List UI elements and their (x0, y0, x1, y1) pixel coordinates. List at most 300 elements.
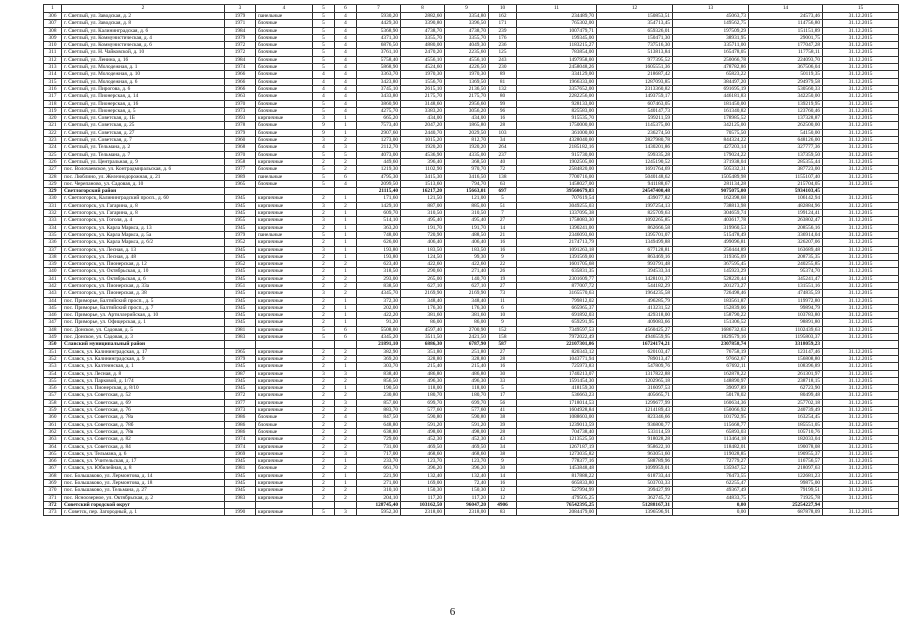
living-area-cell: 452,30 (401, 436, 445, 443)
entrances-cell: 1 (335, 363, 357, 370)
residential-area-cell: 121,00 (445, 195, 489, 202)
total-area-cell: 271,00 (357, 480, 401, 487)
build-year-cell: 1952 (225, 261, 256, 268)
entrances-cell: 3 (335, 144, 357, 151)
floors-cell: 2 (313, 443, 335, 450)
cost-share-a-cell: 399427,99 (597, 487, 673, 494)
residents-cell: 237 (489, 151, 517, 158)
repair-cost-cell: 2185182,16 (517, 144, 597, 151)
cost-share-b-cell: 62255,47 (673, 480, 749, 487)
cost-share-b-cell: 38931,95 (673, 34, 749, 41)
address-cell: г. Светлый, ул. Молодежная, д. 1 (62, 64, 225, 71)
entrances-cell: 2 (335, 407, 357, 414)
repair-cost-cell: 1391569,00 (517, 253, 597, 260)
address-cell: г. Светлый, ул. Советская, д. 27 (62, 129, 225, 136)
address-cell: г. Светлогорск, ул. Пионерская, д. 38 (62, 290, 225, 297)
repair-cost-cell: 1758083,30 (517, 217, 597, 224)
living-area-cell: 6886,30 (401, 341, 445, 348)
cost-share-a-cell: 1691764,69 (597, 166, 673, 173)
cost-share-b-cell: 304659,74 (673, 210, 749, 217)
address-cell: г. Светлый, ул. Заводская, д. 8 (62, 20, 225, 27)
entrances-cell: 4 (335, 42, 357, 49)
table-row (44, 107, 899, 114)
floors-cell: 5 (313, 49, 335, 56)
floors-cell: 5 (313, 20, 335, 27)
cost-share-a-cell: 823346,66 (597, 414, 673, 421)
cost-share-b-cell: 50178,02 (673, 392, 749, 399)
cost-share-b-cell: 162878,22 (673, 370, 749, 377)
residential-area-cell: 1865,80 (445, 122, 489, 129)
total-area-cell: 193,80 (357, 253, 401, 260)
entrances-cell: 2 (335, 421, 357, 428)
total-area-cell: 4429,30 (357, 20, 401, 27)
entrances-cell: 1 (335, 195, 357, 202)
address-cell: г. Славск, ул. Учительская, д. 17 (62, 458, 225, 465)
build-year-cell: 1966 (225, 71, 256, 78)
floors-cell: 2 (313, 450, 335, 457)
floors-cell: 2 (313, 363, 335, 370)
row-number-cell: 341 (44, 275, 62, 282)
residents-cell: 12 (489, 494, 517, 501)
row-number-cell: 367 (44, 465, 62, 472)
repair-cost-cell: 1183215,27 (517, 42, 597, 49)
build-year-cell: 1978 (225, 122, 256, 129)
residential-area-cell: 4738,70 (445, 27, 489, 34)
cost-share-b-cell: 201273,27 (673, 282, 749, 289)
address-cell: г. Светлогорск, ул. Пионерская, д. 33а (62, 282, 225, 289)
cost-share-c-cell: 257702,18 (749, 399, 823, 406)
address-cell: г. Славск, ул. Лесная, д. 8 (62, 370, 225, 377)
row-number-cell: 363 (44, 436, 62, 443)
address-cell: г. Светлый, ул. Пионерская, д. 14 (62, 93, 225, 100)
living-area-cell: 434,00 (401, 115, 445, 122)
address-cell: г. Светлогорск, ул. Октябрьская, д. 10 (62, 268, 225, 275)
residents-cell: 14 (489, 472, 517, 479)
address-cell: пос. Большаково, ул. Тельмана, д. 27 (62, 487, 225, 494)
residents-cell: 40 (489, 158, 517, 165)
build-year-cell: 1945 (225, 312, 256, 319)
wall-material-cell: блочные (256, 107, 313, 114)
residential-area-cell: 328,80 (445, 355, 489, 362)
wall-material-cell: кирпичные (256, 487, 313, 494)
address-cell: г. Светлогорск, Калининградский просп., д. 60 (62, 195, 225, 202)
row-number-cell: 318 (44, 100, 62, 107)
table-row (44, 151, 899, 158)
table-row (44, 290, 899, 297)
entrances-cell: 2 (335, 275, 357, 282)
completion-date-cell: 31.12.2015 (823, 304, 899, 311)
row-number-cell: 348 (44, 326, 62, 333)
living-area-cell: 2882,60 (401, 13, 445, 20)
completion-date-cell: 31.12.2015 (823, 421, 899, 428)
completion-date-cell: 31.12.2015 (823, 231, 899, 238)
cost-share-b-cell: 76473,55 (673, 472, 749, 479)
entrances-cell: 1 (335, 231, 357, 238)
cost-share-a-cell: 1997254,13 (597, 202, 673, 209)
cost-share-b-cell: 738813,98 (673, 202, 749, 209)
cost-share-a-cell: 1428101,37 (597, 275, 673, 282)
completion-date-cell: 31.12.2015 (823, 414, 899, 421)
total-area-cell: 363,20 (357, 224, 401, 231)
row-number-cell: 368 (44, 472, 62, 479)
table-row (44, 472, 899, 479)
completion-date-cell: 31.12.2015 (823, 144, 899, 151)
living-area-cell: 4880,00 (401, 42, 445, 49)
wall-material-cell: кирпичные (256, 472, 313, 479)
completion-date-cell: 31.12.2015 (823, 392, 899, 399)
address-cell: г. Светлый, ул. Советская, д. 25 (62, 122, 225, 129)
entrances-cell: 4 (335, 180, 357, 187)
living-area-cell: 2615,10 (401, 85, 445, 92)
row-number-cell: 325 (44, 151, 62, 158)
row-number-cell: 345 (44, 304, 62, 311)
row-number-cell: 334 (44, 224, 62, 231)
floors-cell: 5 (313, 27, 335, 34)
repair-cost-cell: 3049255,03 (517, 202, 597, 209)
row-number-cell: 317 (44, 93, 62, 100)
build-year-cell: 1974 (225, 443, 256, 450)
residential-area-cell: 468,60 (445, 450, 489, 457)
cost-share-c-cell: 156808,80 (749, 355, 823, 362)
row-number-cell: 324 (44, 144, 62, 151)
cost-share-c-cell: 262500,00 (749, 122, 823, 129)
wall-material-cell: кирпичные (256, 304, 313, 311)
floors-cell: 2 (313, 472, 335, 479)
address-cell: г. Светлый, ул. Калининградская, д. 6 (62, 27, 225, 34)
row-number-cell: 321 (44, 122, 62, 129)
repair-cost-cell: 915730,00 (517, 151, 597, 158)
residential-area-cell: 812,70 (445, 137, 489, 144)
total-area-cell: 857,00 (357, 399, 401, 406)
cost-share-a-cell: 963051,60 (597, 450, 673, 457)
repair-cost-cell: 1043771,94 (517, 355, 597, 362)
total-area-cell: 731,00 (357, 443, 401, 450)
completion-date-cell: 31.12.2015 (823, 334, 899, 341)
build-year-cell: 1979 (225, 34, 256, 41)
address-cell: г. Светлый, ул. Советская, д. 1Б (62, 115, 225, 122)
completion-date-cell: 31.12.2015 (823, 348, 899, 355)
floors-cell: 2 (313, 282, 335, 289)
completion-date-cell: 31.12.2015 (823, 34, 899, 41)
address-cell: г. Светлый, ул. Коммунистическая, д. 6 (62, 42, 225, 49)
floors-cell: 5 (313, 64, 335, 71)
cost-share-a-cell: 150471,30 (597, 34, 673, 41)
build-year-cell: 1981 (225, 465, 256, 472)
floors-cell: 2 (313, 480, 335, 487)
living-area-cell: 3383,20 (401, 107, 445, 114)
table-row (44, 319, 899, 326)
entrances-cell: 1 (335, 319, 357, 326)
residents-cell: 56 (489, 399, 517, 406)
cost-share-c-cell: 190078,08 (749, 443, 823, 450)
total-area-cell: 233,70 (357, 458, 401, 465)
cost-share-b-cell: 97662,67 (673, 355, 749, 362)
cost-share-a-cell: 316097,53 (597, 385, 673, 392)
row-number-cell: 309 (44, 34, 62, 41)
living-area-cell: 887,00 (401, 202, 445, 209)
wall-material-cell: кирпичные (256, 312, 313, 319)
floors-cell: 2 (313, 458, 335, 465)
row-number-cell: 337 (44, 246, 62, 253)
floors-cell: 5 (313, 107, 335, 114)
build-year-cell: 1951 (225, 282, 256, 289)
completion-date-cell: 31.12.2015 (823, 465, 899, 472)
cost-share-a-cell: 677128,81 (597, 246, 673, 253)
wall-material-cell (256, 501, 313, 508)
completion-date-cell: 31.12.2015 (823, 312, 899, 319)
entrances-cell: 1 (335, 224, 357, 231)
completion-date-cell: 31.12.2015 (823, 239, 899, 246)
entrances-cell: 1 (335, 217, 357, 224)
entrances-cell: 2 (335, 137, 357, 144)
table-row (44, 326, 899, 333)
repair-cost-cell: 1273035,82 (517, 450, 597, 457)
cost-share-b-cell: 67692,11 (673, 363, 749, 370)
cost-share-b-cell: 118482,01 (673, 443, 749, 450)
cost-share-c-cell: 263802,47 (749, 217, 823, 224)
address-cell: г. Светлый, ул. Н. Чайковской, д. 10 (62, 49, 225, 56)
completion-date-cell: 31.12.2015 (823, 450, 899, 457)
cost-share-c-cell: 1195803,37 (749, 334, 823, 341)
residents-cell: 41 (489, 407, 517, 414)
residents-cell: 51 (489, 202, 517, 209)
repair-cost-cell: 659291,95 (517, 319, 597, 326)
entrances-cell: 1 (335, 129, 357, 136)
address-cell: г. Славск, ул. Советская, д. 84 (62, 443, 225, 450)
cost-share-a-cell: 1092265,85 (597, 217, 673, 224)
row-number-cell: 340 (44, 268, 62, 275)
row-number-cell: 360 (44, 414, 62, 421)
row-number-cell: 329 (44, 188, 62, 195)
cost-share-b-cell: 119028,85 (673, 450, 749, 457)
column-number-9: 9 (445, 5, 489, 13)
residential-area-cell: 498,00 (445, 428, 489, 435)
repair-cost-cell: 635831,35 (517, 268, 597, 275)
cost-share-c-cell: 71925,78 (749, 494, 823, 501)
column-number-13: 13 (673, 5, 749, 13)
floors-cell: 2 (313, 377, 335, 384)
cost-share-c-cell: 95374,70 (749, 268, 823, 275)
residential-area-cell: 4226,50 (445, 64, 489, 71)
address-cell: г. Славск, ул. Юбилейная, д. 8 (62, 465, 225, 472)
row-number-cell: 327 (44, 166, 62, 173)
residential-area-cell: 627,10 (445, 282, 489, 289)
living-area-cell: 4597,40 (401, 326, 445, 333)
cost-share-c-cell: 342250,00 (749, 93, 823, 100)
repair-cost-cell: 1007479,71 (517, 27, 597, 34)
floors-cell: 5 (313, 180, 335, 187)
cost-share-b-cell: 1686732,63 (673, 326, 749, 333)
build-year-cell: 1968 (225, 144, 256, 151)
wall-material-cell: блочные (256, 78, 313, 85)
cost-share-b-cell: 149562,75 (673, 20, 749, 27)
row-number-cell: 310 (44, 42, 62, 49)
total-area-cell: 648,80 (357, 421, 401, 428)
wall-material-cell: блочные (256, 27, 313, 34)
repair-cost-cell: 1604928,84 (517, 407, 597, 414)
wall-material-cell: кирпичные (256, 217, 313, 224)
floors-cell: 5 (313, 509, 335, 516)
repair-cost-cell: 704738,40 (517, 428, 597, 435)
cost-share-c-cell: 99875,00 (749, 480, 823, 487)
residents-cell: 138 (489, 173, 517, 180)
floors-cell: 2 (313, 297, 335, 304)
living-area-cell: 720,90 (401, 231, 445, 238)
residents-cell: 27 (489, 282, 517, 289)
cost-share-a-cell: 599335,28 (597, 151, 673, 158)
cost-share-a-cell: 1605551,36 (597, 64, 673, 71)
cost-share-c-cell: 98891,80 (749, 319, 823, 326)
entrances-cell: 1 (335, 458, 357, 465)
total-area-cell: 6876,50 (357, 42, 401, 49)
table-row (44, 122, 899, 129)
address-cell: г. Светлый, ул. Пионерская, д. 5 (62, 107, 225, 114)
column-number-6: 6 (335, 5, 357, 13)
floors-cell: 5 (313, 100, 335, 107)
floors-cell: 3 (313, 246, 335, 253)
entrances-cell: 2 (335, 261, 357, 268)
cost-share-b-cell: 384497,20 (673, 78, 749, 85)
living-area-cell: 121,50 (401, 195, 445, 202)
cost-share-b-cell: 281134,28 (673, 180, 749, 187)
floors-cell: 2 (313, 487, 335, 494)
residential-area-cell: 970,70 (445, 166, 489, 173)
cost-share-b-cell: 161340,82 (673, 107, 749, 114)
living-area-cell: 328,80 (401, 355, 445, 362)
repair-cost-cell: 799812,02 (517, 297, 597, 304)
repair-cost-cell: 199345,00 (517, 34, 597, 41)
row-number-cell: 362 (44, 428, 62, 435)
living-area-cell: 118,00 (401, 385, 445, 392)
cost-share-a-cell: 439077,82 (597, 195, 673, 202)
repair-cost-cell: 2458048,26 (517, 64, 597, 71)
residents-cell: 11 (489, 297, 517, 304)
row-number-cell: 314 (44, 71, 62, 78)
build-year-cell: 1972 (225, 42, 256, 49)
residents-cell: 103 (489, 129, 517, 136)
total-area-cell: 202,00 (357, 304, 401, 311)
cost-share-b-cell: 367595,45 (673, 261, 749, 268)
cost-share-c-cell: 190955,37 (749, 450, 823, 457)
entrances-cell: 1 (335, 115, 357, 122)
table-row (44, 231, 899, 238)
table-row (44, 436, 899, 443)
column-number-7: 7 (357, 5, 401, 13)
cost-share-a-cell: 958622,10 (597, 443, 673, 450)
row-number-cell: 319 (44, 107, 62, 114)
completion-date-cell: 31.12.2015 (823, 122, 899, 129)
total-area-cell: 748,00 (357, 231, 401, 238)
cost-share-b-cell: 101792,95 (673, 414, 749, 421)
completion-date-cell: 31.12.2015 (823, 355, 899, 362)
entrances-cell: 2 (335, 443, 357, 450)
cost-share-b-cell: 179024,22 (673, 151, 749, 158)
total-area-cell: 369,20 (357, 355, 401, 362)
residential-area-cell: 123,70 (445, 458, 489, 465)
floors-cell: 2 (313, 355, 335, 362)
address-cell: Советский городской округ (62, 501, 225, 508)
residents-cell: 162 (489, 13, 517, 20)
wall-material-cell: кирпичные (256, 334, 313, 341)
completion-date-cell (823, 501, 899, 508)
row-number-cell: 354 (44, 370, 62, 377)
cost-share-c-cell: 336914,04 (749, 231, 823, 238)
completion-date-cell: 31.12.2015 (823, 129, 899, 136)
repair-cost-cell: 2084479,00 (517, 509, 597, 516)
table-row (44, 246, 899, 253)
completion-date-cell: 31.12.2015 (823, 436, 899, 443)
build-year-cell: 1970 (225, 100, 256, 107)
wall-material-cell: блочные (256, 137, 313, 144)
floors-cell: 4 (313, 93, 335, 100)
total-area-cell: 856,50 (357, 377, 401, 384)
total-area-cell: 5508,00 (357, 326, 401, 333)
residential-area-cell: 117,20 (445, 494, 489, 501)
residents-cell: 9 (489, 253, 517, 260)
repair-cost-cell: 2174713,79 (517, 239, 597, 246)
row-number-cell: 308 (44, 27, 62, 34)
repair-cost-cell: 334129,00 (517, 71, 597, 78)
floors-cell: 4 (313, 85, 335, 92)
wall-material-cell: кирпичные (256, 239, 313, 246)
cost-share-c-cell: 24573,46 (749, 13, 823, 20)
table-row (44, 27, 899, 34)
table-row (44, 137, 899, 144)
column-number-14: 14 (749, 5, 823, 13)
floors-cell: 5 (313, 13, 335, 20)
entrances-cell: 3 (335, 509, 357, 516)
entrances-cell: 6 (335, 334, 357, 341)
build-year-cell: 1987 (225, 370, 256, 377)
cost-share-a-cell: 1349499,88 (597, 239, 673, 246)
entrances-cell: 1 (335, 312, 357, 319)
cost-share-c-cell: 163254,45 (749, 414, 823, 421)
cost-share-b-cell: 39097,89 (673, 385, 749, 392)
completion-date-cell: 31.12.2015 (823, 210, 899, 217)
completion-date-cell: 31.12.2015 (823, 158, 899, 165)
wall-material-cell: панельные (256, 231, 313, 238)
total-area-cell: 838,50 (357, 282, 401, 289)
cost-share-a-cell: 218687,42 (597, 71, 673, 78)
cost-share-a-cell: 547809,76 (597, 363, 673, 370)
residents-cell: 4906 (489, 501, 517, 508)
cost-share-b-cell: 181450,00 (673, 100, 749, 107)
cost-share-a-cell: 1099959,01 (597, 465, 673, 472)
build-year-cell: 1945 (225, 487, 256, 494)
residential-area-cell: 191,70 (445, 224, 489, 231)
wall-material-cell: кирпичные (256, 363, 313, 370)
cost-share-c-cell: 218097,63 (749, 465, 823, 472)
residential-area-cell: 3396,50 (445, 20, 489, 27)
repair-cost-cell: 3357652,00 (517, 85, 597, 92)
cost-share-c-cell: 182033,04 (749, 436, 823, 443)
residents-cell: 10 (489, 312, 517, 319)
repair-cost-cell: 7700716,00 (517, 173, 597, 180)
residents-cell: 30 (489, 370, 517, 377)
table-row (44, 158, 899, 165)
residential-area-cell: 4335,00 (445, 151, 489, 158)
living-area-cell: 577,60 (401, 407, 445, 414)
build-year-cell: 1983 (225, 334, 256, 341)
repair-cost-cell: 1750000,00 (517, 122, 597, 129)
cost-share-b-cell: 151306,52 (673, 319, 749, 326)
completion-date-cell: 31.12.2015 (823, 78, 899, 85)
residential-area-cell: 381,60 (445, 312, 489, 319)
table-row (44, 129, 899, 136)
residential-area-cell: 348,40 (445, 297, 489, 304)
cost-share-a-cell: 1299677,99 (597, 399, 673, 406)
address-cell: г. Славск, ул. Советская, д. 78б (62, 421, 225, 428)
